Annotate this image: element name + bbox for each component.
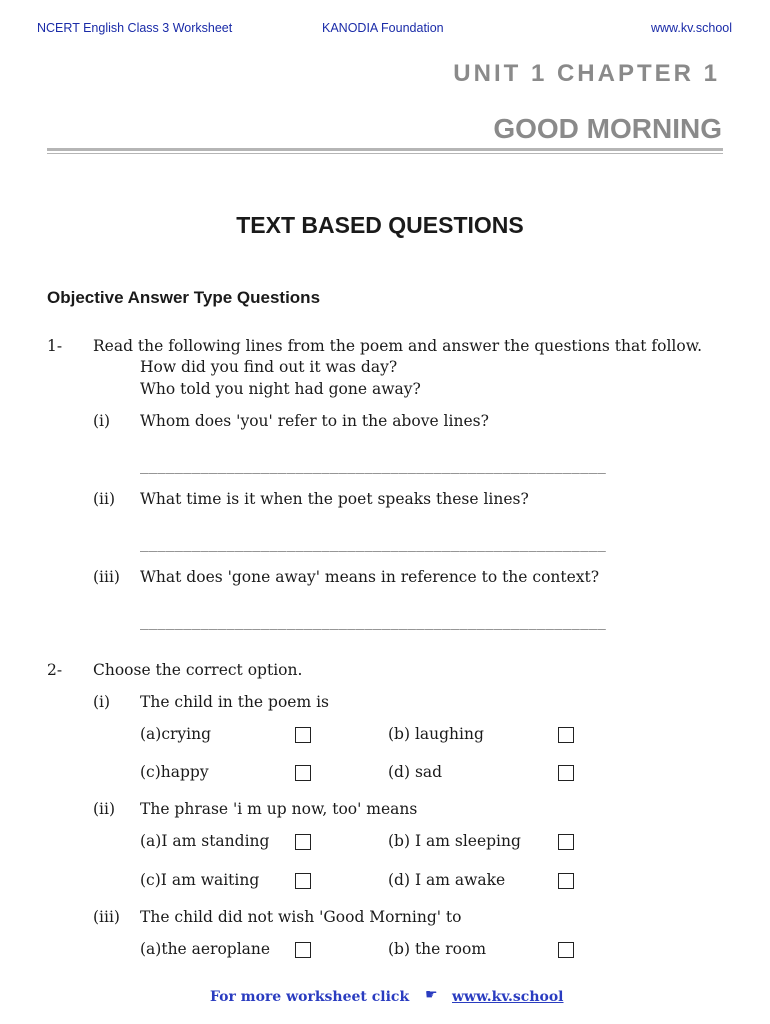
footer-link[interactable]: www.kv.school [452,989,564,1005]
option-checkbox[interactable] [558,765,574,781]
option-label: (b) I am sleeping [388,832,521,850]
answer-line[interactable]: ______________________________________________________ [140,458,606,474]
q2-part-1-number: (i) [93,693,111,711]
subheading: Objective Answer Type Questions [47,288,321,307]
pointing-hand-icon: ☛ [425,987,438,1003]
q1-prompt: Read the following lines from the poem and answer the questions that follow. [93,337,703,355]
q2-part-3-text: The child did not wish 'Good Morning' to [140,908,462,926]
option-checkbox[interactable] [558,873,574,889]
option-checkbox[interactable] [295,942,311,958]
title-rule [47,148,723,151]
option-label: (a)the aeroplane [140,940,271,958]
q1-part-3-text: What does 'gone away' means in reference to the context? [140,568,600,586]
option-checkbox[interactable] [558,727,574,743]
footer-text: For more worksheet click [210,989,410,1005]
section-title: TEXT BASED QUESTIONS [236,212,524,238]
option-checkbox[interactable] [558,942,574,958]
option-label: (b) laughing [388,725,484,743]
poem-line-1: How did you find out it was day? [140,358,398,376]
q2-part-2-number: (ii) [93,800,116,818]
option-checkbox[interactable] [295,727,311,743]
q1-number: 1- [47,337,63,355]
q1-part-3-number: (iii) [93,568,120,586]
poem-line-2: Who told you night had gone away? [140,380,421,398]
option-label: (a)crying [140,725,212,743]
option-label: (c)happy [140,763,209,781]
q2-prompt: Choose the correct option. [93,661,303,679]
chapter-title: GOOD MORNING [493,113,722,144]
option-label: (b) the room [388,940,487,958]
option-checkbox[interactable] [295,873,311,889]
option-checkbox[interactable] [558,834,574,850]
q2-number: 2- [47,661,63,679]
option-label: (d) I am awake [388,871,506,889]
answer-line[interactable]: ______________________________________________________ [140,614,606,630]
header-left: NCERT English Class 3 Worksheet [37,21,233,35]
q2-part-2-text: The phrase 'i m up now, too' means [140,800,418,818]
option-label: (d) sad [388,763,443,781]
unit-chapter-heading: UNIT 1 CHAPTER 1 [453,60,720,87]
option-checkbox[interactable] [295,765,311,781]
q1-part-1-text: Whom does 'you' refer to in the above lines? [140,412,489,430]
option-label: (c)I am waiting [140,871,260,889]
option-label: (a)I am standing [140,832,270,850]
q1-part-2-number: (ii) [93,490,116,508]
q2-part-1-text: The child in the poem is [140,693,329,711]
q1-part-2-text: What time is it when the poet speaks these lines? [140,490,529,508]
header-right: www.kv.school [650,21,732,35]
answer-line[interactable]: ______________________________________________________ [140,536,606,552]
q1-part-1-number: (i) [93,412,111,430]
header-center: KANODIA Foundation [322,21,444,35]
title-rule-thin [47,153,723,154]
option-checkbox[interactable] [295,834,311,850]
q2-part-3-number: (iii) [93,908,120,926]
